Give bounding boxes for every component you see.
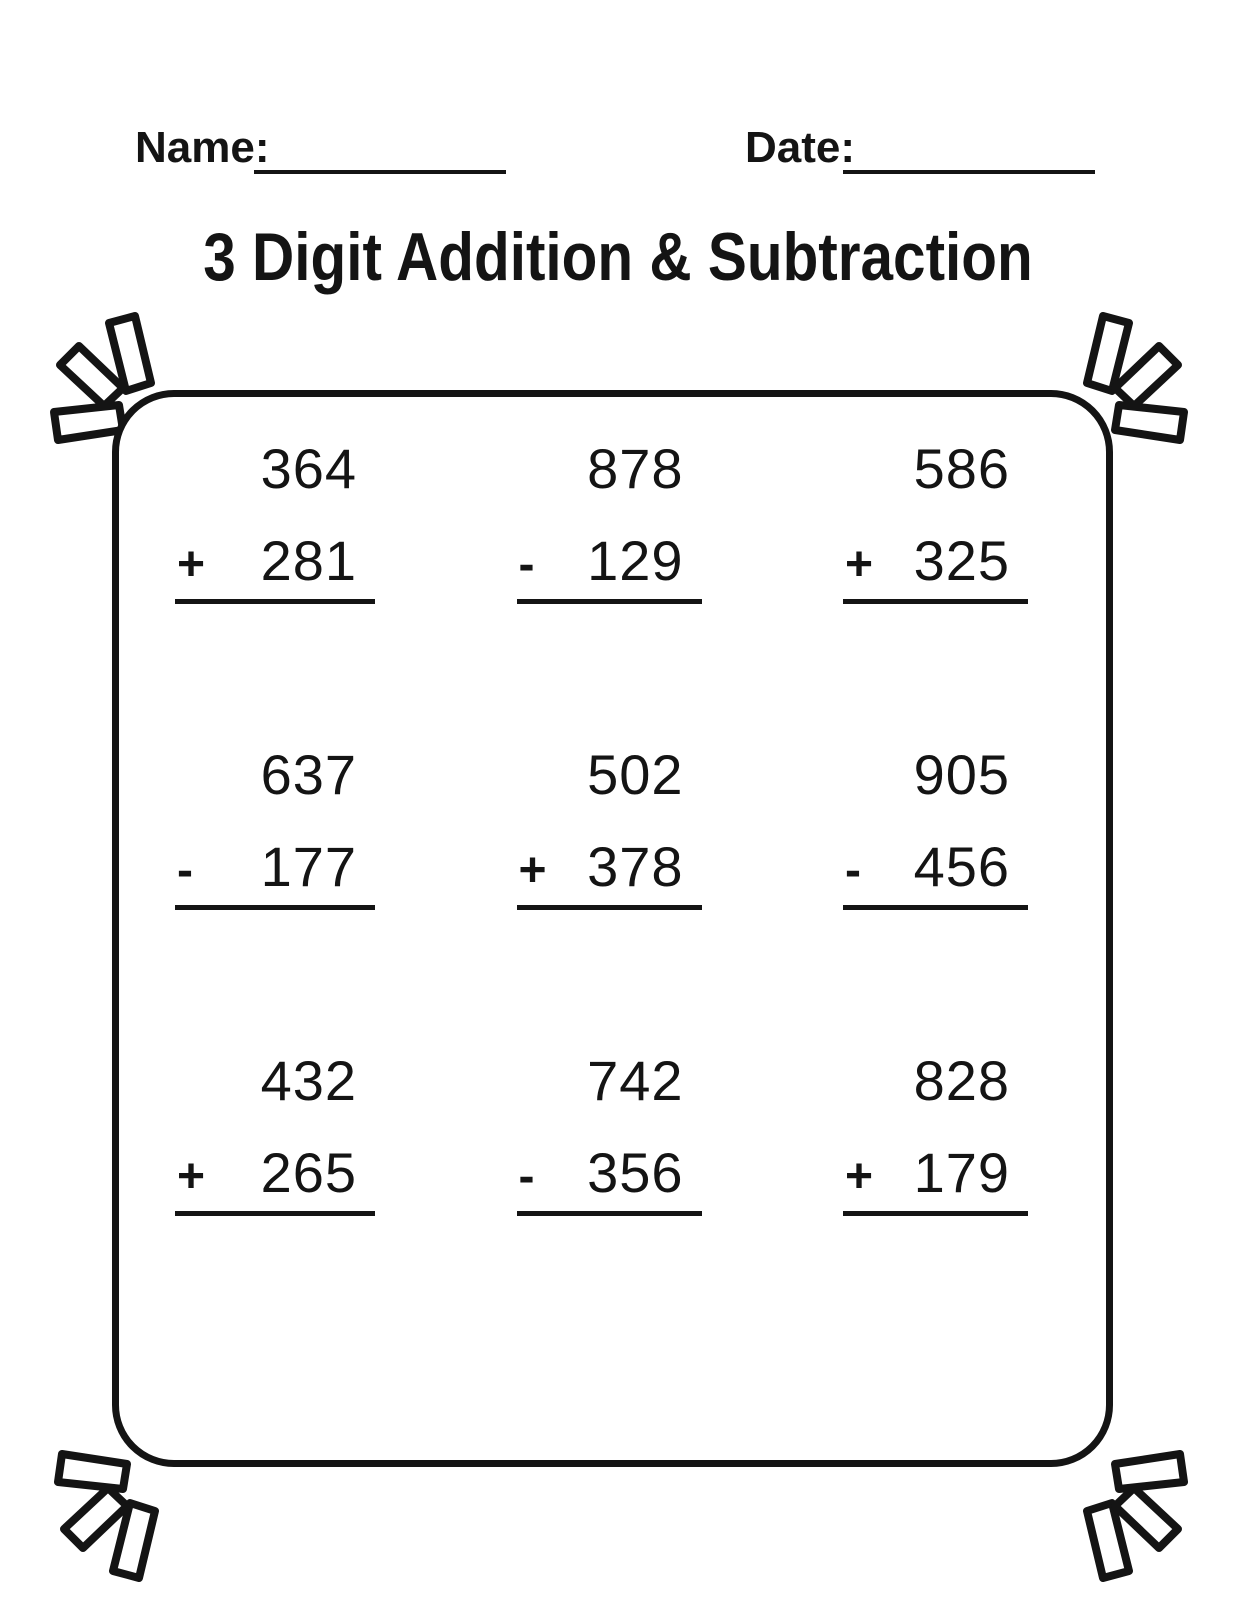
problem-2-operator: - (518, 538, 535, 591)
problem-4-bottom-row (175, 835, 375, 910)
problem-5-bottom-row (517, 835, 702, 910)
page-title: 3 Digit Addition & Subtraction (203, 219, 1033, 295)
problem-5-bottom-operand: 378 (587, 835, 684, 898)
problem-5-operator: + (518, 844, 547, 897)
problem-1 (175, 437, 375, 747)
problem-4 (175, 743, 375, 1053)
problem-7-top-operand: 432 (260, 1049, 357, 1112)
problem-3-bottom-operand: 325 (913, 529, 1010, 592)
problem-6-bottom-operand: 456 (913, 835, 1010, 898)
problem-9-operator: + (845, 1150, 874, 1203)
problem-8 (517, 1049, 702, 1359)
problem-2-bottom-row (517, 529, 702, 604)
problem-6 (843, 743, 1028, 1053)
problem-2-top-operand: 878 (587, 437, 684, 500)
problem-6-top-operand: 905 (913, 743, 1010, 806)
problem-3-bottom-row (843, 529, 1028, 604)
problem-5-top-operand: 502 (587, 743, 684, 806)
name-label: Name: (135, 123, 270, 172)
worksheet-box (112, 390, 1113, 1467)
problem-8-top-operand: 742 (587, 1049, 684, 1112)
problem-7-bottom-row (175, 1141, 375, 1216)
problem-1-top-operand: 364 (260, 437, 357, 500)
problem-5 (517, 743, 702, 1053)
problem-3-operator: + (845, 538, 874, 591)
problem-6-operator: - (845, 844, 861, 897)
problem-4-bottom-operand: 177 (260, 835, 357, 898)
problem-7-bottom-operand: 265 (260, 1141, 357, 1204)
problem-1-operator: + (177, 538, 206, 591)
problem-4-operator: - (177, 844, 193, 897)
problem-1-bottom-row (175, 529, 375, 604)
date-label: Date: (745, 123, 856, 172)
date-blank-line[interactable] (843, 170, 1095, 174)
problem-8-bottom-operand: 356 (587, 1141, 684, 1204)
problem-8-operator: - (518, 1150, 535, 1203)
problem-1-bottom-operand: 281 (260, 529, 357, 592)
problem-2-bottom-operand: 129 (587, 529, 684, 592)
problem-3-top-operand: 586 (913, 437, 1010, 500)
problem-9 (843, 1049, 1028, 1359)
problem-7 (175, 1049, 375, 1359)
problem-9-bottom-operand: 179 (913, 1141, 1010, 1204)
problem-7-operator: + (177, 1150, 206, 1203)
problem-3 (843, 437, 1028, 747)
name-blank-line[interactable] (254, 170, 506, 174)
problem-6-bottom-row (843, 835, 1028, 910)
problem-8-bottom-row (517, 1141, 702, 1216)
problems-grid (119, 397, 1106, 1460)
problem-9-top-operand: 828 (913, 1049, 1010, 1112)
problem-4-top-operand: 637 (260, 743, 357, 806)
problem-2 (517, 437, 702, 747)
problem-9-bottom-row (843, 1141, 1028, 1216)
